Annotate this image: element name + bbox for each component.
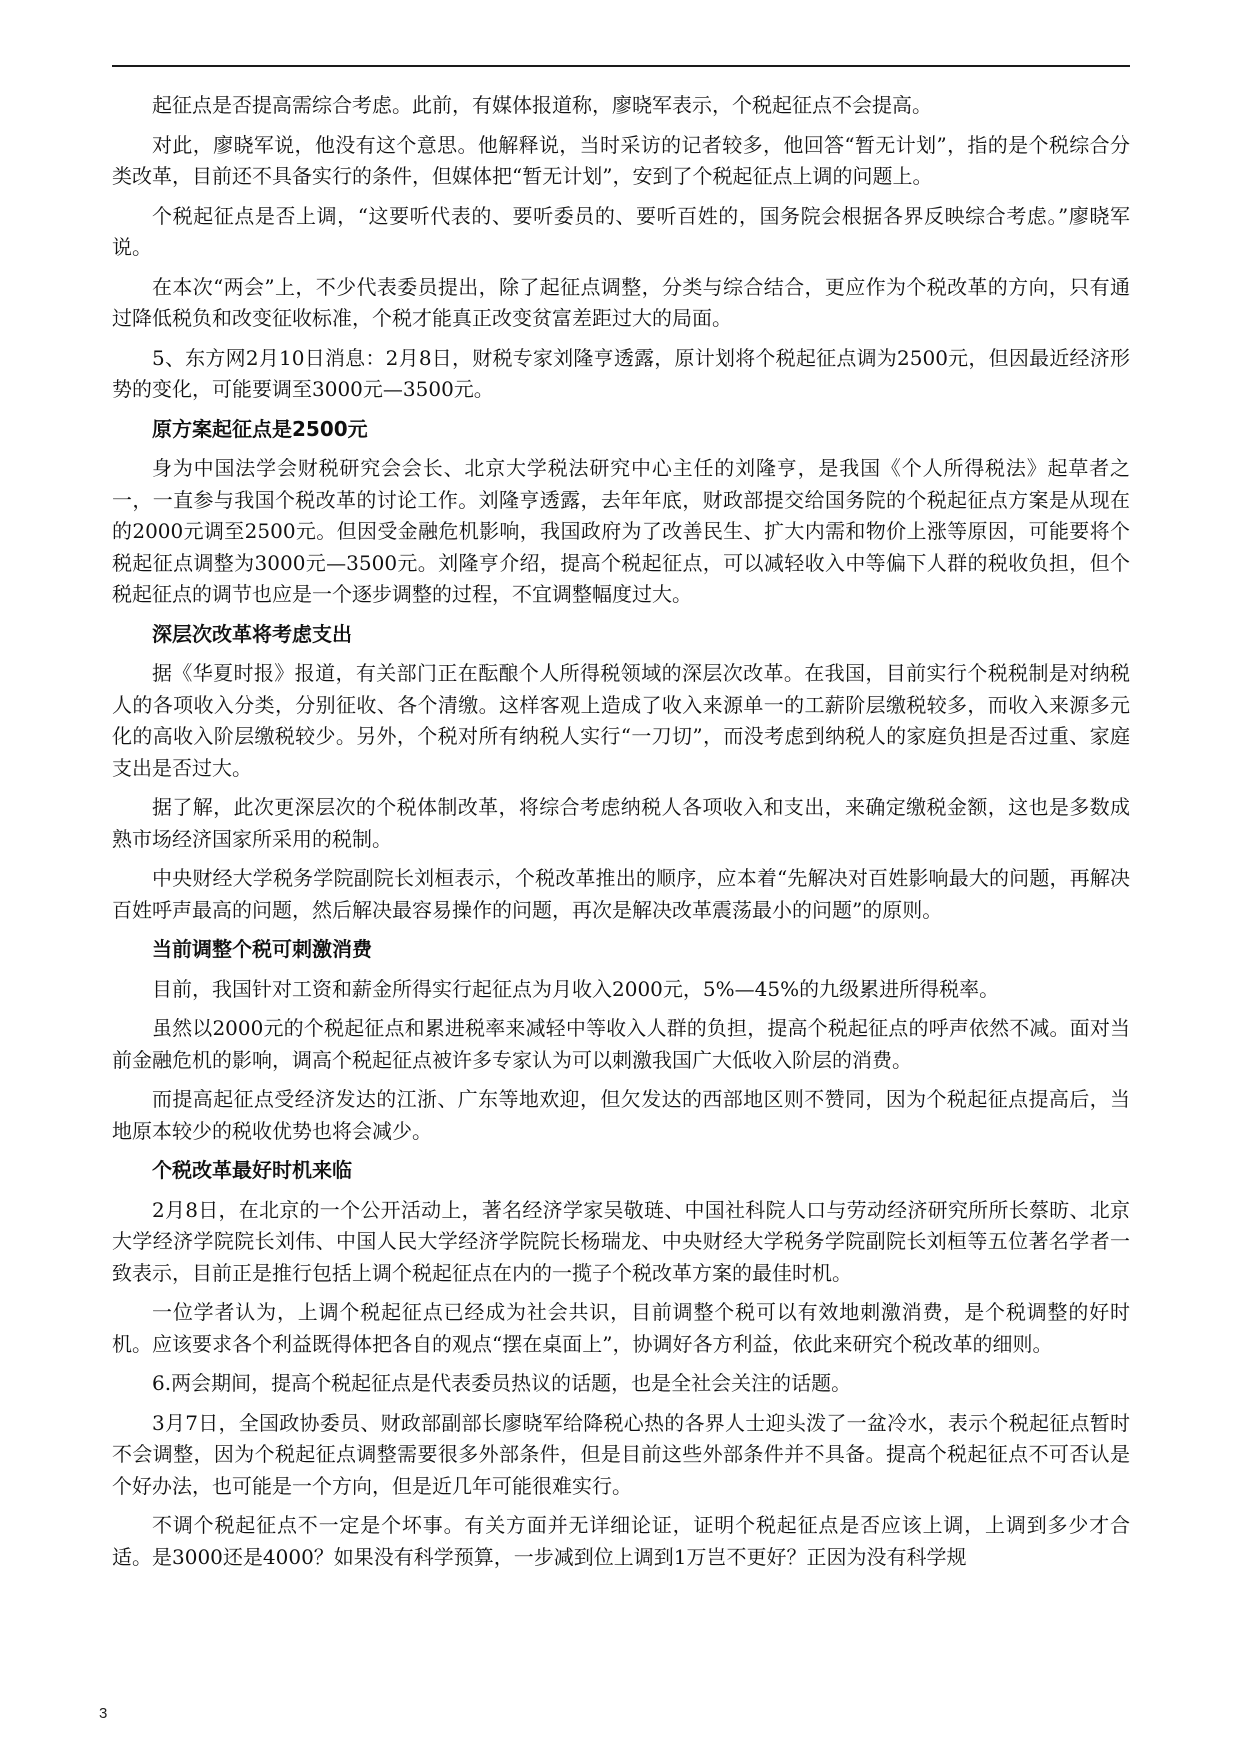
paragraph: 不调个税起征点不一定是个坏事。有关方面并无详细论证，证明个税起征点是否应该上调，上调到多少才合适。是3000还是4000？如果没有科学预算，一步减到位上调到1万岂不更好？正因为没有科学规 bbox=[112, 1513, 1130, 1569]
paragraph: 起征点是否提高需综合考虑。此前，有媒体报道称，廖晓军表示，个税起征点不会提高。 bbox=[152, 93, 932, 117]
document-body bbox=[112, 90, 1130, 1581]
section-heading: 原方案起征点是2500元 bbox=[152, 416, 368, 441]
paragraph: 目前，我国针对工资和薪金所得实行起征点为月收入2000元，5%—45%的九级累进所得税率。 bbox=[152, 976, 1000, 1001]
paragraph: 身为中国法学会财税研究会会长、北京大学税法研究中心主任的刘隆亨，是我国《个人所得税法》起草者之一，一直参与我国个税改革的讨论工作。刘隆亨透露，去年年底，财政部提交给国务院的个税起征点方案是从现在的2000元调至2500元。但因受金融危机影响，我国政府为了改善民生、扩大内需和物价上涨等原因，可能要将个税起征点调整为3000元—3500元。刘隆亨介绍，提高个税起征点，可以减轻收入中等偏下人群的税收负担，但个税起征点的调节也应是一个逐步调整的过程，不宜调整幅度过大。 bbox=[112, 456, 1130, 606]
paragraph: 3月7日，全国政协委员、财政部副部长廖晓军给降税心热的各界人士迎头泼了一盆冷水，表示个税起征点暂时不会调整，因为个税起征点调整需要很多外部条件，但是目前这些外部条件并不具备。提高个税起征点不可否认是个好办法，也可能是一个方向，但是近几年可能很难实行。 bbox=[112, 1410, 1130, 1498]
paragraph: 个税起征点是否上调，“这要听代表的、要听委员的、要听百姓的，国务院会根据各界反映综合考虑。”廖晓军说。 bbox=[112, 203, 1130, 259]
paragraph: 中央财经大学税务学院副院长刘桓表示，个税改革推出的顺序，应本着“先解决对百姓影响最大的问题，再解决百姓呼声最高的问题，然后解决最容易操作的问题，再次是解决改革震荡最小的问题”的原则。 bbox=[112, 866, 1130, 922]
page-number: 3 bbox=[99, 1705, 108, 1722]
paragraph: 虽然以2000元的个税起征点和累进税率来减轻中等收入人群的负担，提高个税起征点的呼声依然不减。面对当前金融危机的影响，调高个税起征点被许多专家认为可以刺激我国广大低收入阶层的消费。 bbox=[112, 1016, 1130, 1072]
paragraph: 在本次“两会”上，不少代表委员提出，除了起征点调整，分类与综合结合，更应作为个税改革的方向，只有通过降低税负和改变征收标准，个税才能真正改变贫富差距过大的局面。 bbox=[112, 274, 1130, 330]
paragraph: 2月8日，在北京的一个公开活动上，著名经济学家吴敬琏、中国社科院人口与劳动经济研究所所长蔡昉、北京大学经济学院院长刘伟、中国人民大学经济学院院长杨瑞龙、中央财经大学税务学院副院长刘桓等五位著名学者一致表示，目前正是推行包括上调个税起征点在内的一揽子个税改革方案的最佳时机。 bbox=[112, 1197, 1130, 1285]
paragraph: 5、东方网2月10日消息：2月8日，财税专家刘隆亨透露，原计划将个税起征点调为2500元，但因最近经济形势的变化，可能要调至3000元—3500元。 bbox=[112, 345, 1130, 401]
paragraph: 一位学者认为，上调个税起征点已经成为社会共识，目前调整个税可以有效地刺激消费，是个税调整的好时机。应该要求各个利益既得体把各自的观点“摆在桌面上”，协调好各方利益，依此来研究个税改革的细则。 bbox=[112, 1300, 1130, 1356]
paragraph: 据了解，此次更深层次的个税体制改革，将综合考虑纳税人各项收入和支出，来确定缴税金额，这也是多数成熟市场经济国家所采用的税制。 bbox=[112, 795, 1130, 851]
paragraph: 对此，廖晓军说，他没有这个意思。他解释说，当时采访的记者较多，他回答“暂无计划”，指的是个税综合分类改革，目前还不具备实行的条件，但媒体把“暂无计划”，安到了个税起征点上调的问题上。 bbox=[112, 132, 1130, 188]
paragraph: 据《华夏时报》报道，有关部门正在酝酿个人所得税领域的深层次改革。在我国，目前实行个税税制是对纳税人的各项收入分类，分别征收、各个清缴。这样客观上造成了收入来源单一的工薪阶层缴税较多，而收入来源多元化的高收入阶层缴税较少。另外，个税对所有纳税人实行“一刀切”，而没考虑到纳税人的家庭负担是否过重、家庭支出是否过大。 bbox=[112, 661, 1130, 780]
paragraph: 6.两会期间，提高个税起征点是代表委员热议的话题，也是全社会关注的话题。 bbox=[152, 1371, 852, 1395]
section-heading: 当前调整个税可刺激消费 bbox=[152, 937, 372, 961]
paragraph: 而提高起征点受经济发达的江浙、广东等地欢迎，但欠发达的西部地区则不赞同，因为个税起征点提高后，当地原本较少的税收优势也将会减少。 bbox=[112, 1087, 1130, 1143]
section-heading: 深层次改革将考虑支出 bbox=[152, 621, 352, 646]
header-rule bbox=[112, 65, 1130, 67]
section-heading: 个税改革最好时机来临 bbox=[152, 1158, 352, 1182]
